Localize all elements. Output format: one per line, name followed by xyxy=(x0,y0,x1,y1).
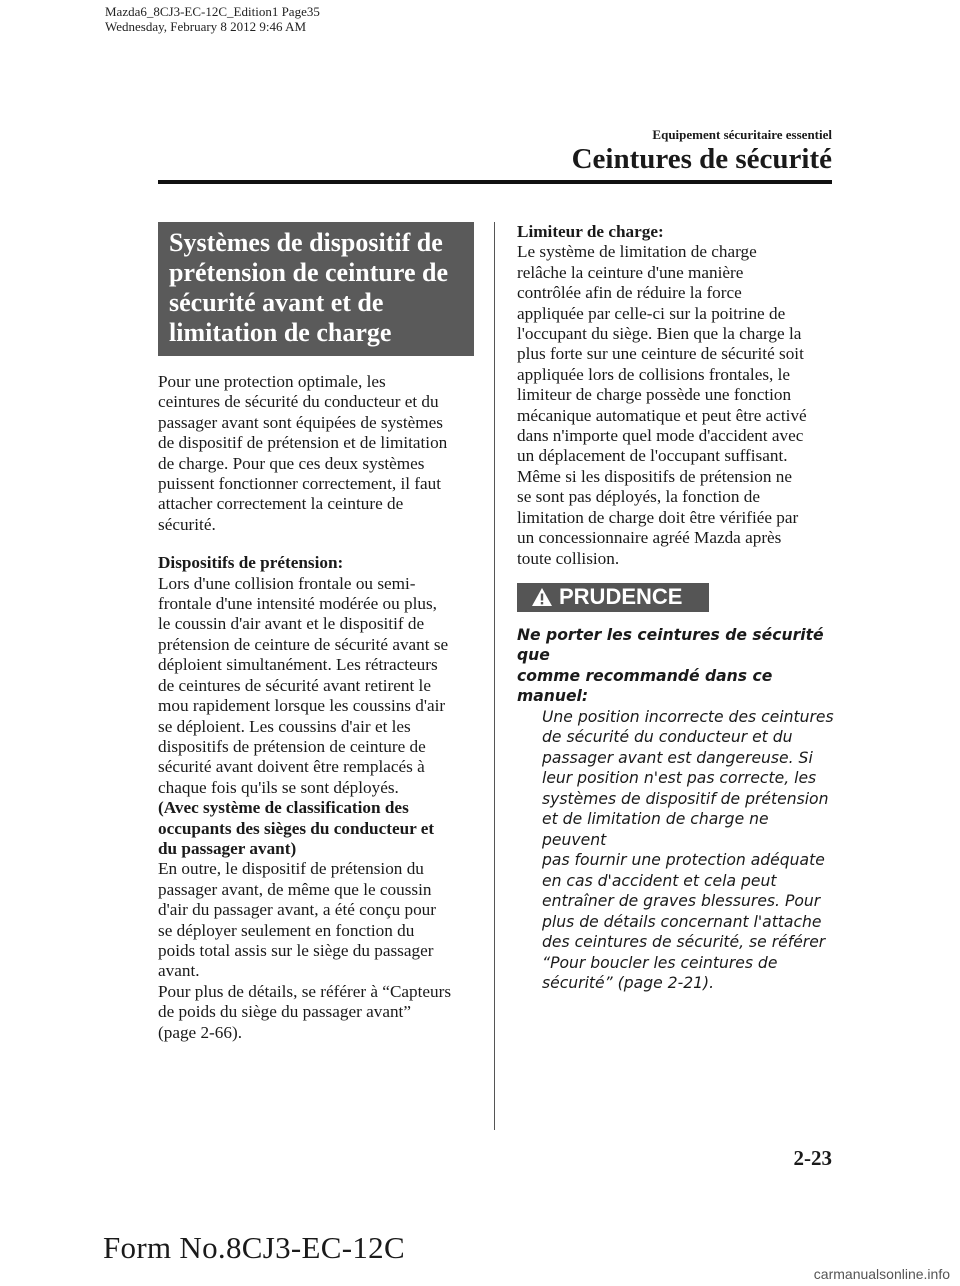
text-line: déploient simultanément. Les rétracteurs xyxy=(158,655,438,675)
text-line: et de limitation de charge ne peuvent xyxy=(542,810,769,849)
print-timestamp: Wednesday, February 8 2012 9:46 AM xyxy=(105,19,307,34)
text-line: se déployer seulement en fonction du xyxy=(158,920,415,940)
caution-label: PRUDENCE xyxy=(559,584,683,610)
text-line: (page 2-66). xyxy=(158,1022,242,1042)
right-column xyxy=(517,222,835,994)
text-line: de sécurité du conducteur et du xyxy=(542,728,793,747)
section-label: Equipement sécuritaire essentiel xyxy=(652,127,832,142)
text-line: Le système de limitation de charge xyxy=(517,242,757,262)
limiter-paragraph xyxy=(517,222,835,569)
text-line: sécurité” (page 2-21). xyxy=(542,974,715,993)
text-line: Pour une protection optimale, les xyxy=(158,372,386,391)
text-line: de dispositif de prétension et de limitation xyxy=(158,433,448,453)
classification-title-line: (Avec système de classification des xyxy=(158,798,409,818)
section-heading xyxy=(158,222,474,356)
text-line: chaque fois qu'ils se sont déployés. xyxy=(158,777,399,797)
column-divider xyxy=(494,222,495,1130)
text-line: ceintures de sécurité du conducteur et du xyxy=(158,392,439,412)
text-line: sécurité avant doivent être remplacés à xyxy=(158,757,425,777)
heading-line: limitation de charge xyxy=(169,318,392,347)
caution-lead xyxy=(517,625,835,707)
text-line: systèmes de dispositif de prétension xyxy=(542,789,829,808)
heading-line: Systèmes de dispositif de xyxy=(169,228,443,257)
text-line: attacher correctement la ceinture de xyxy=(158,494,404,514)
page-number: 2-23 xyxy=(793,1146,832,1170)
pretension-title: Dispositifs de prétension: xyxy=(158,553,344,573)
intro-paragraph xyxy=(158,372,474,535)
text-line: relâche la ceinture d'une manière xyxy=(517,262,744,282)
text-line: Lors d'une collision frontale ou semi- xyxy=(158,573,416,593)
text-line: toute collision. xyxy=(517,548,620,568)
text-line: mou rapidement lorsque les coussins d'air xyxy=(158,696,446,716)
warning-icon xyxy=(531,587,553,607)
text-line: appliquée lors de collisions frontales, le xyxy=(517,364,791,384)
text-line: entraîner de graves blessures. Pour xyxy=(542,892,821,911)
text-line: prétension de ceinture de sécurité avant se xyxy=(158,634,449,654)
text-line: passager avant sont équipées de systèmes xyxy=(158,412,443,432)
heading-line: sécurité avant et de xyxy=(169,288,384,317)
text-line: poids total assis sur le siège du passager xyxy=(158,940,434,960)
text-line: dans n'importe quel mode d'accident avec xyxy=(517,426,804,446)
text-line: passager avant, de même que le coussin xyxy=(158,879,432,899)
pretension-paragraph xyxy=(158,553,474,1043)
text-line: mécanique automatique et peut être activé xyxy=(517,405,807,425)
text-line: Une position incorrecte des ceintures xyxy=(542,707,834,726)
text-line: Ne porter les ceintures de sécurité que xyxy=(517,625,824,665)
text-line: dispositifs de prétension de ceinture de xyxy=(158,736,426,756)
text-line: limiteur de charge possède une fonction xyxy=(517,385,792,405)
text-line: comme recommandé dans ce manuel: xyxy=(517,666,773,706)
chapter-title: Ceintures de sécurité xyxy=(571,143,832,175)
limiter-title: Limiteur de charge: xyxy=(517,222,664,241)
text-line: limitation de charge doit être vérifiée par xyxy=(517,507,799,527)
watermark: carmanualsonline.info xyxy=(813,1266,950,1282)
text-line: contrôlée afin de réduire la force xyxy=(517,283,742,303)
classification-title-line: du passager avant) xyxy=(158,838,297,858)
text-line: un déplacement de l'occupant suffisant. xyxy=(517,446,788,466)
text-line: des ceintures de sécurité, se référer xyxy=(542,933,826,952)
text-line: de charge. Pour que ces deux systèmes xyxy=(158,453,425,473)
text-line: se sont pas déployés, la fonction de xyxy=(517,487,760,507)
text-line: Même si les dispositifs de prétension ne xyxy=(517,466,792,486)
text-line: En outre, le dispositif de prétension du xyxy=(158,859,424,879)
text-line: l'occupant du siège. Bien que la charge la xyxy=(517,324,802,344)
print-metadata xyxy=(105,4,320,34)
print-file-name: Mazda6_8CJ3-EC-12C_Edition1 Page35 xyxy=(105,4,320,19)
text-line: passager avant est dangereuse. Si xyxy=(542,748,813,767)
text-line: leur position n'est pas correcte, les xyxy=(542,769,817,788)
form-number: Form No.8CJ3-EC-12C xyxy=(103,1230,405,1265)
text-line: puissent fonctionner correctement, il faut xyxy=(158,474,442,494)
header-rule xyxy=(158,180,832,184)
text-line: d'air du passager avant, a été conçu pour xyxy=(158,900,436,920)
text-line: Pour plus de détails, se référer à “Capteurs xyxy=(158,981,452,1001)
text-line: en cas d'accident et cela peut xyxy=(542,871,777,890)
heading-line: prétension de ceinture de xyxy=(169,258,448,287)
text-line: se déploient. Les coussins d'air et les xyxy=(158,716,411,736)
text-line: frontale d'une intensité modérée ou plus, xyxy=(158,594,437,614)
text-line: un concessionnaire agréé Mazda après xyxy=(517,528,782,548)
classification-title-line: occupants des sièges du conducteur et xyxy=(158,818,435,838)
text-line: de poids du siège du passager avant” xyxy=(158,1002,411,1022)
text-line: “Pour boucler les ceintures de xyxy=(542,953,778,972)
text-line: pas fournir une protection adéquate xyxy=(542,851,825,870)
caution-body xyxy=(542,707,835,994)
text-line: de ceintures de sécurité avant retirent le xyxy=(158,675,431,695)
text-line: sécurité. xyxy=(158,514,216,534)
text-line: le coussin d'air avant et le dispositif de xyxy=(158,614,425,634)
text-line: plus forte sur une ceinture de sécurité soit xyxy=(517,344,804,364)
text-line: avant. xyxy=(158,961,200,981)
text-line: plus de détails concernant l'attache xyxy=(542,912,822,931)
text-line: appliquée par celle-ci sur la poitrine de xyxy=(517,303,786,323)
left-column xyxy=(158,222,474,1043)
caution-banner xyxy=(517,583,709,612)
